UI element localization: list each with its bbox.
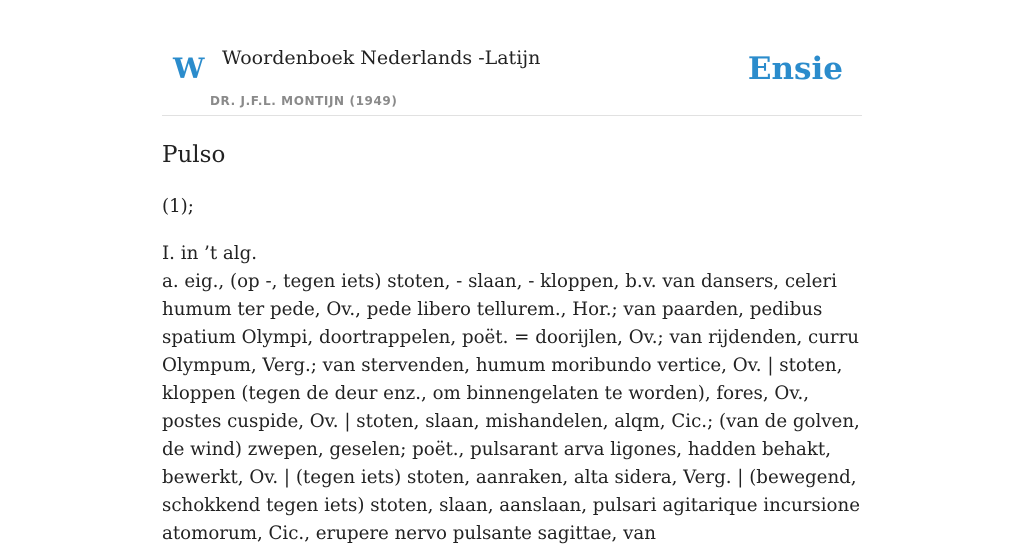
entry-section-heading: I. in ’t alg. bbox=[162, 243, 258, 264]
dictionary-header bbox=[162, 0, 862, 116]
entry-definition bbox=[162, 240, 864, 548]
entry-definition-text: a. eig., (op -, tegen iets) stoten, - slaan, - kloppen, b.v. van dansers, celeri humum ter pede, Ov., pede libero tellurem., Hor.; van paarden, pedibus spatium Olympi, doortrappelen, poët. = doorijlen, Ov.; van rijdenden, curru Olympum, Verg.; van stervenden, humum moribundo vertice, Ov. | stoten, kloppen (tegen de deur enz., om binnengelaten te worden), fores, Ov., postes cuspide, Ov. | stoten, slaan, mishandelen, alqm, Cic.; (van de golven, de wind) zwepen, geselen; poët., pulsarant arva ligones, hadden behakt, bewerkt, Ov. | (tegen iets) stoten, aanraken, alta sidera, Verg. | (bewegend, schokkend tegen iets) stoten, slaan, aanslaan, pulsari agitarique incursione atomorum, Cic., erupere nervo pulsante sagittae, van bbox=[162, 271, 860, 544]
dictionary-title[interactable]: Woordenboek Nederlands -Latijn bbox=[222, 47, 541, 69]
entry-body bbox=[162, 193, 862, 548]
dictionary-logo[interactable]: W bbox=[173, 52, 205, 85]
entry-title: Pulso bbox=[162, 142, 226, 168]
ensie-logo[interactable]: Ensie bbox=[747, 51, 843, 87]
page bbox=[162, 0, 862, 548]
entry-number: (1); bbox=[162, 196, 194, 217]
dictionary-author: DR. J.F.L. MONTIJN (1949) bbox=[210, 94, 398, 108]
